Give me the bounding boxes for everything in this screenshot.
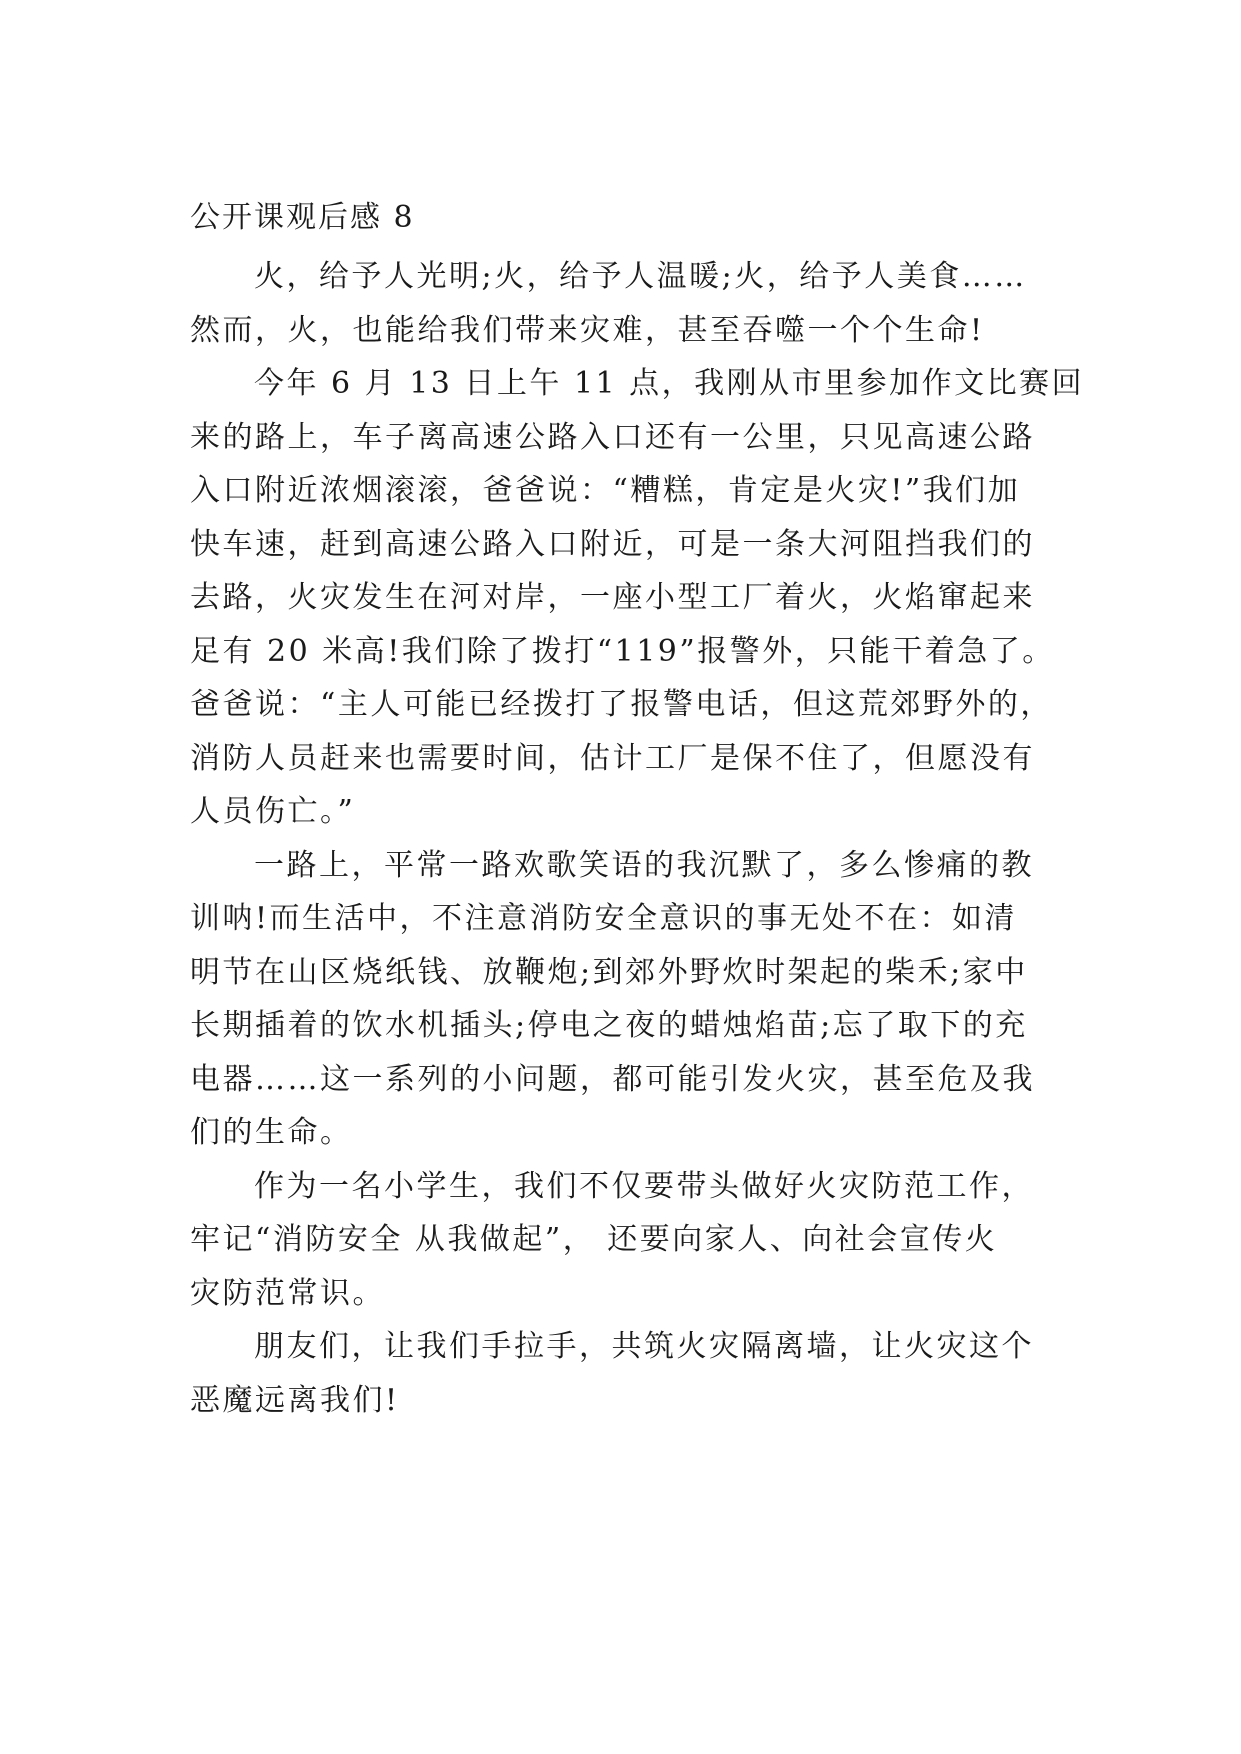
paragraph-line: 爸爸说：“主人可能已经拨打了报警电话，但这荒郊野外的，	[190, 687, 1053, 722]
paragraph-line: 们的生命。	[190, 1115, 353, 1150]
paragraph-line: 灾防范常识。	[190, 1275, 385, 1311]
document-body	[190, 250, 1085, 1427]
paragraph-line: 朋友们，让我们手拉手，共筑火灾隔离墙，让火灾这个	[254, 1329, 1034, 1364]
paragraph-line: 消防人员赶来也需要时间，估计工厂是保不住了，但愿没有	[190, 740, 1035, 776]
paragraph-line: 训呐!而生活中，不注意消防安全意识的事无处不在：如清	[190, 901, 1018, 936]
paragraph-line: 足有 20 米高!我们除了拨打“119”报警外，只能干着急了。	[190, 633, 1055, 669]
document-title: 公开课观后感 8	[190, 200, 415, 235]
paragraph-line: 牢记“消防安全 从我做起”， 还要向家人、向社会宣传火	[190, 1222, 998, 1257]
paragraph	[190, 1320, 1050, 1427]
paragraph	[190, 357, 1085, 839]
paragraph-line: 去路，火灾发生在河对岸，一座小型工厂着火，火焰窜起来	[190, 580, 1035, 615]
paragraph-line: 今年 6 月 13 日上午 11 点，我刚从市里参加作文比赛回	[254, 366, 1085, 401]
paragraph-line: 来的路上，车子离高速公路入口还有一公里，只见高速公路	[190, 419, 1035, 455]
paragraph-line: 明节在山区烧纸钱、放鞭炮;到郊外野炊时架起的柴禾;家中	[190, 954, 1028, 990]
document-page	[190, 198, 1085, 1427]
paragraph-line: 然而，火，也能给我们带来灾难，甚至吞噬一个个生命!	[190, 312, 985, 348]
paragraph-line: 火，给予人光明;火，给予人温暖;火，给予人美食……	[254, 259, 1027, 294]
paragraph-line: 入口附近浓烟滚滚，爸爸说：“糟糕，肯定是火灾!”我们加	[190, 473, 1021, 508]
paragraph-line: 恶魔远离我们!	[190, 1382, 400, 1418]
paragraph	[190, 250, 1050, 357]
paragraph-line: 电器……这一系列的小问题，都可能引发火灾，甚至危及我	[190, 1061, 1035, 1097]
paragraph-line: 长期插着的饮水机插头;停电之夜的蜡烛焰苗;忘了取下的充	[190, 1008, 1028, 1043]
paragraph	[190, 1160, 1050, 1321]
paragraph-line: 快车速，赶到高速公路入口附近，可是一条大河阻挡我们的	[190, 526, 1035, 562]
paragraph	[190, 839, 1050, 1160]
paragraph-line: 作为一名小学生，我们不仅要带头做好火灾防范工作，	[254, 1168, 1034, 1204]
paragraph-line: 一路上，平常一路欢歌笑语的我沉默了，多么惨痛的教	[254, 847, 1034, 883]
paragraph-line: 人员伤亡。”	[190, 794, 356, 829]
